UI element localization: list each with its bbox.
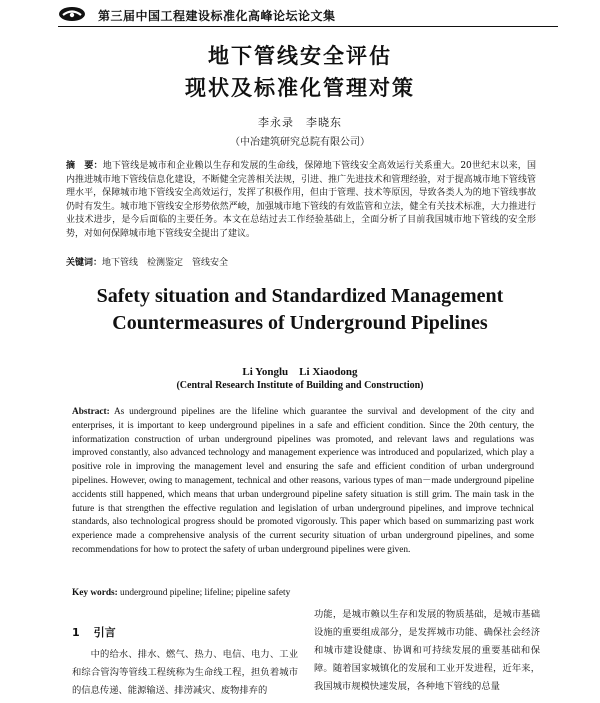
english-keywords-text: underground pipeline; lifeline; pipeline safety [117, 588, 291, 598]
body-column-left [72, 608, 298, 700]
section-body-right: 功能，是城市赖以生存和发展的物质基础，是城市基础设施的重要组成部分，是发挥城市功能、确保社会经济和城市建设健康、协调和可持续发展的重要基础和保障。随着国家城镇化的发展和工业开发进程，近年来，我国城市规模快速发展，各种地下管线的总量 [314, 609, 540, 692]
english-title-line-2: Countermeasures of Underground Pipelines [112, 312, 488, 334]
chinese-title-line-1: 地下管线安全评估 [208, 44, 392, 68]
english-keywords [72, 588, 534, 598]
chinese-keywords-label: 关键词： [66, 258, 103, 268]
chinese-abstract-label: 摘 要： [66, 161, 103, 171]
chinese-affiliation: （中冶建筑研究总院有限公司） [230, 137, 370, 148]
chinese-abstract-text: 地下管线是城市和企业赖以生存和发展的生命线，保障地下管线安全高效运行关系重大。20世纪末以来，国内推进城市地下管线信息化建设，不断健全完善相关法规，引进、推广先进技术和管理经验，对于提高城市地下管线管理水平，保障城市地下管线安全高效运行，发挥了积极作用，但由于管理、技术等原因，导致各类人为的地下管线事故仍时有发生。城市地下管线安全形势依然严峻，加强城市地下管线的有效监管和立法，健全有关技术标准，大力推进行业技术进步，是今后面临的主要任务。本文在总结过去工作经验基础上，全面分析了目前我国城市地下管线的安全形势，对如何保障城市地下管线安全提出了建议。 [66, 161, 536, 239]
section-number: 1 [72, 626, 80, 639]
english-abstract [72, 406, 534, 558]
english-authors: Li Yonglu Li Xiaodong [242, 366, 358, 378]
section-title: 引言 [93, 626, 116, 639]
english-abstract-text: As underground pipelines are the lifeline which guarantee the survival and development of the city and enterprises, it is important to keep underground pipelines in a safe and efficient condition. Since the 20th century, the informatization construction of urban underground pipelines was promoted, and relevant laws and regulations was improved constantly, also advanced technology and management experience was introduced and popularized, which play a positive role in improving the management level and ensuring the safe and efficient condition of urban underground pipelines. However, owing to management, technical and other reasons, various types of man－made underground pipeline accidents still happened, which means that urban underground pipeline safety situation is still grim. The main task in the future is that strengthen the effective regulation and legislation of urban underground pipelines, and improve technical standards, also technological progress should be promoted vigorously. This paper which based on summarizing past work experience made a comprehensive analysis of the current security situation of urban underground pipelines, and some recommendations for how to protect the safety of urban underground pipelines were given. [72, 407, 534, 555]
section-body-left: 中的给水、排水、燃气、热力、电信、电力、工业和综合管沟等管线工程统称为生命线工程，担负着城市的信息传递、能源输送、排涝减灾、废物排弃的 [72, 649, 298, 696]
conference-logo-icon [58, 6, 86, 22]
chinese-keywords [66, 255, 536, 268]
header-rule [58, 26, 558, 27]
english-keywords-label: Key words: [72, 588, 118, 598]
running-header [58, 6, 558, 26]
english-title-line-1: Safety situation and Standardized Management [96, 285, 504, 307]
chinese-title-line-2: 现状及标准化管理对策 [185, 76, 415, 100]
english-abstract-label: Abstract: [72, 407, 110, 417]
running-header-text: 第三届中国工程建设标准化高峰论坛论文集 [98, 9, 336, 23]
chinese-keywords-text: 地下管线 检测鉴定 管线安全 [102, 258, 229, 268]
chinese-authors: 李永录 李晓东 [258, 116, 342, 129]
section-heading [72, 624, 298, 640]
english-affiliation: (Central Research Institute of Building and Construction) [176, 380, 424, 391]
chinese-abstract [66, 160, 536, 242]
